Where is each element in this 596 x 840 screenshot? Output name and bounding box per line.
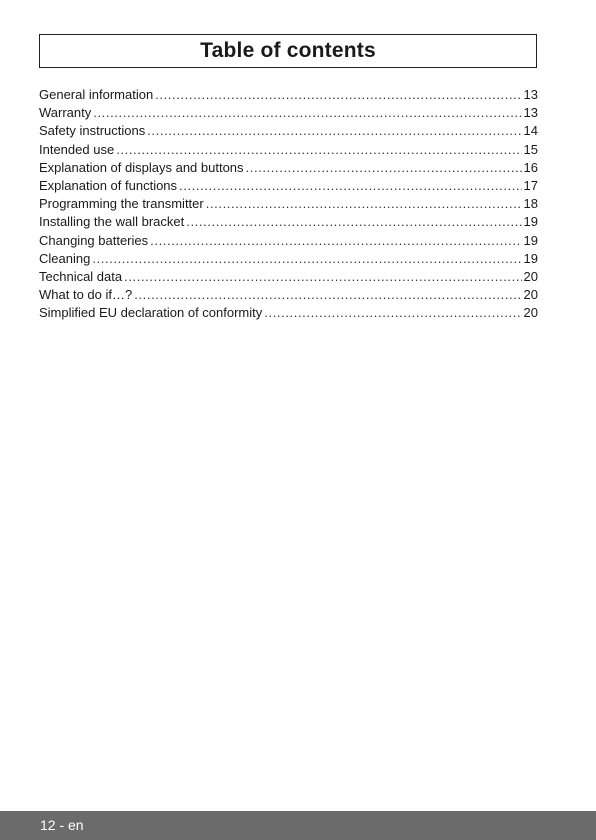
page-title: Table of contents: [200, 39, 376, 62]
toc-entry-page: 20: [523, 268, 538, 284]
toc-entry-label: Installing the wall bracket: [39, 214, 185, 230]
toc-entry-page: 14: [523, 123, 538, 139]
toc-entry-general-information[interactable]: [39, 86, 538, 104]
toc-dot-leader: [134, 286, 521, 304]
toc-entry-safety-instructions[interactable]: [39, 122, 538, 140]
toc-entry-installing-wall-bracket[interactable]: [39, 213, 538, 231]
toc-entry-page: 19: [523, 250, 538, 266]
toc-entry-label: Safety instructions: [39, 123, 146, 139]
toc-entry-cleaning[interactable]: [39, 250, 538, 268]
toc-entry-page: 19: [523, 214, 538, 230]
toc-dot-leader: [246, 159, 522, 177]
toc-entry-page: 18: [523, 196, 538, 212]
toc-entry-page: 20: [523, 305, 538, 321]
toc-entry-label: Warranty: [39, 105, 92, 121]
page-number-label: 12 - en: [40, 817, 84, 833]
toc-entry-technical-data[interactable]: [39, 268, 538, 286]
toc-entry-page: 17: [523, 177, 538, 193]
toc-entry-label: What to do if…?: [39, 287, 133, 303]
footer-bar: [0, 811, 596, 840]
toc-entry-label: Changing batteries: [39, 232, 149, 248]
toc-dot-leader: [147, 122, 521, 140]
toc-dot-leader: [93, 104, 521, 122]
toc-entry-label: Simplified EU declaration of conformity: [39, 305, 263, 321]
toc-dot-leader: [155, 86, 521, 104]
title-box: [39, 34, 537, 68]
toc-dot-leader: [186, 213, 521, 231]
toc-dot-leader: [116, 141, 521, 159]
toc-entry-label: Technical data: [39, 268, 123, 284]
toc-dot-leader: [179, 177, 521, 195]
toc-entry-page: 20: [523, 287, 538, 303]
toc-entry-label: Cleaning: [39, 250, 91, 266]
toc-entry-displays-and-buttons[interactable]: [39, 159, 538, 177]
toc-entry-label: Intended use: [39, 141, 115, 157]
toc-entry-label: Explanation of functions: [39, 177, 178, 193]
toc-entry-warranty[interactable]: [39, 104, 538, 122]
toc-entry-label: General information: [39, 87, 154, 102]
toc-entry-eu-declaration[interactable]: [39, 304, 538, 322]
toc-entry-intended-use[interactable]: [39, 141, 538, 159]
toc-entry-page: 19: [523, 232, 538, 248]
toc-entry-label: Programming the transmitter: [39, 196, 204, 212]
toc-entry-label: Explanation of displays and buttons: [39, 159, 244, 175]
toc-entry-page: 13: [523, 105, 538, 121]
toc-dot-leader: [264, 304, 521, 322]
toc-entry-changing-batteries[interactable]: [39, 232, 538, 250]
table-of-contents: [39, 86, 538, 322]
toc-dot-leader: [124, 268, 521, 286]
toc-dot-leader: [206, 195, 522, 213]
toc-entry-what-to-do-if[interactable]: [39, 286, 538, 304]
toc-dot-leader: [92, 250, 521, 268]
toc-entry-explanation-of-functions[interactable]: [39, 177, 538, 195]
toc-entry-page: 13: [523, 87, 538, 102]
toc-entry-page: 15: [523, 141, 538, 157]
toc-entry-page: 16: [523, 159, 538, 175]
toc-entry-programming-transmitter[interactable]: [39, 195, 538, 213]
toc-dot-leader: [150, 232, 521, 250]
